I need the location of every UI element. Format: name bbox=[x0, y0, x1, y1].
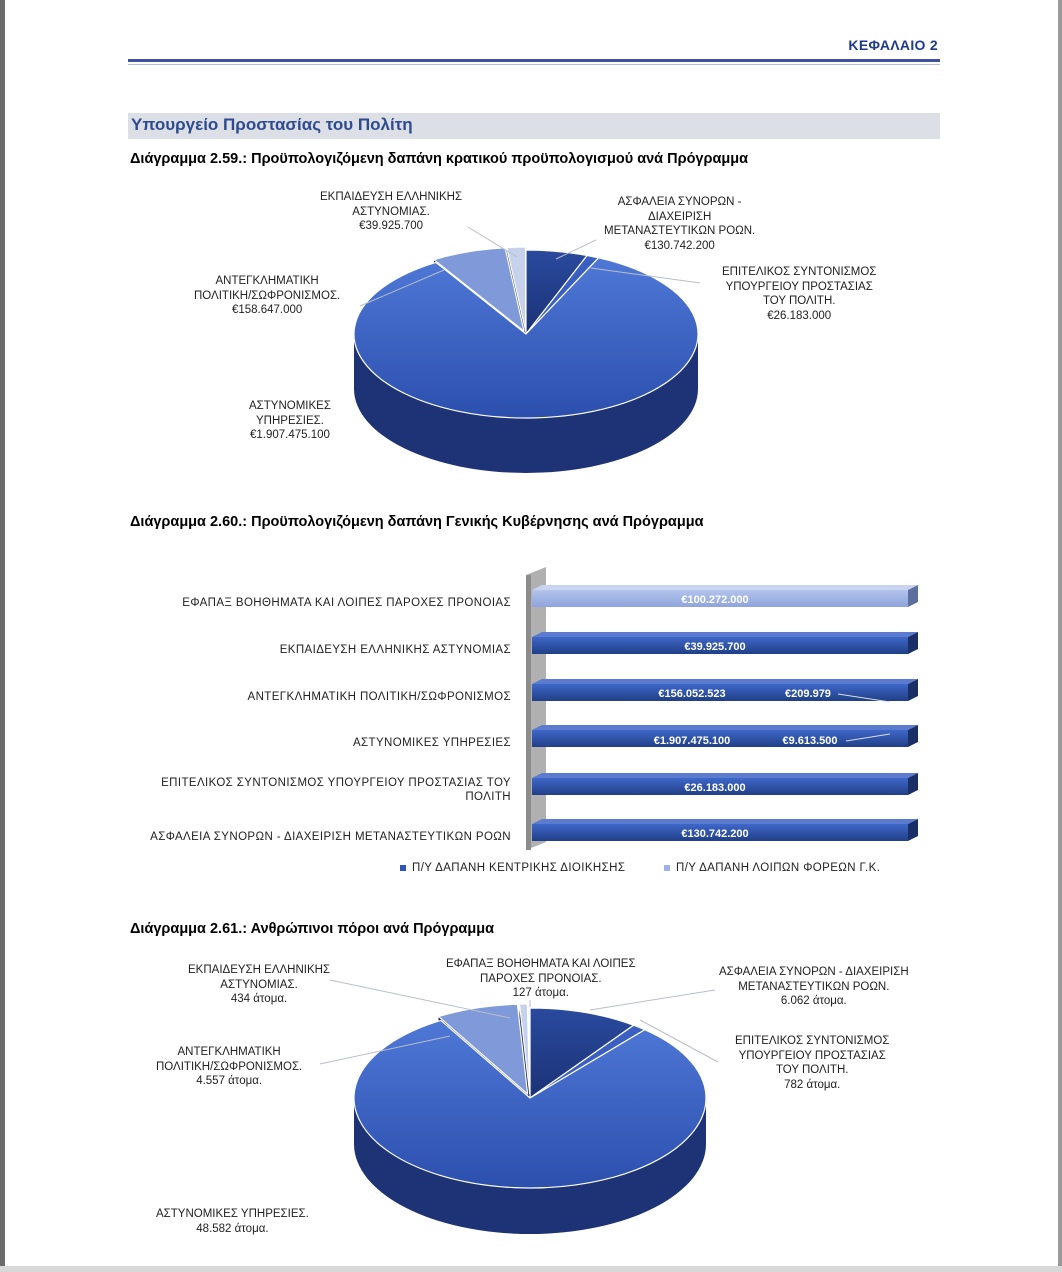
section-title: Υπουργείο Προστασίας του Πολίτη bbox=[131, 115, 413, 134]
caption-2-61: Διάγραμμα 2.61.: Ανθρώπινοι πόροι ανά Πρόγραμμα bbox=[130, 921, 494, 937]
legend-other: Π/Υ ΔΑΠΑΝΗ ΛΟΙΠΩΝ ΦΟΡΕΩΝ Γ.Κ. bbox=[664, 862, 880, 874]
bar-category-label: ΕΚΠΑΙΔΕΥΣΗ ΕΛΛΗΝΙΚΗΣ ΑΣΤΥΝΟΜΙΑΣ bbox=[279, 644, 511, 656]
pie1-label-coord: ΕΠΙΤΕΛΙΚΟΣ ΣΥΝΤΟΝΙΣΜΟΣ ΥΠΟΥΡΓΕΙΟΥ ΠΡΟΣΤΑΣΙΑΣ ΤΟΥ ΠΟΛΙΤΗ. €26.183.000 bbox=[722, 266, 877, 322]
bar-category-label: ΕΦΑΠΑΞ ΒΟΗΘΗΜΑΤΑ ΚΑΙ ΛΟΙΠΕΣ ΠΑΡΟΧΕΣ ΠΡΟΝΟΙΑΣ bbox=[182, 597, 511, 609]
caption-2-60: Διάγραμμα 2.60.: Προϋπολογιζόμενη δαπάνη Γενικής Κυβέρνησης ανά Πρόγραμμα bbox=[130, 514, 704, 530]
pie2-label-coord: ΕΠΙΤΕΛΙΚΟΣ ΣΥΝΤΟΝΙΣΜΟΣ ΥΠΟΥΡΓΕΙΟΥ ΠΡΟΣΤΑΣΙΑΣ ΤΟΥ ΠΟΛΙΤΗ. 782 άτομα. bbox=[735, 1035, 890, 1091]
pie1-label-edu: ΕΚΠΑΙΔΕΥΣΗ ΕΛΛΗΝΙΚΗΣ ΑΣΤΥΝΟΜΙΑΣ. €39.925.700 bbox=[320, 191, 463, 232]
pie1-label-police: ΑΣΤΥΝΟΜΙΚΕΣ ΥΠΗΡΕΣΙΕΣ. €1.907.475.100 bbox=[249, 400, 331, 441]
pie2-label-anti: ΑΝΤΕΓΚΛΗΜΑΤΙΚΗ ΠΟΛΙΤΙΚΗ/ΣΩΦΡΟΝΙΣΜΟΣ. 4.557 άτομα. bbox=[156, 1046, 303, 1087]
bar-value-label: €130.742.200 bbox=[681, 828, 749, 840]
bar-category-label: ΑΣΦΑΛΕΙΑ ΣΥΝΟΡΩΝ - ΔΙΑΧΕΙΡΙΣΗ ΜΕΤΑΝΑΣΤΕΥΤΙΚΩΝ ΡΟΩΝ bbox=[150, 831, 511, 843]
pie2-label-edu: ΕΚΠΑΙΔΕΥΣΗ ΕΛΛΗΝΙΚΗΣ ΑΣΤΥΝΟΜΙΑΣ. 434 άτομα. bbox=[188, 964, 331, 1005]
bar-value-label: €39.925.700 bbox=[684, 641, 746, 653]
caption-2-59: Διάγραμμα 2.59.: Προϋπολογιζόμενη δαπάνη κρατικού προϋπολογισμού ανά Πρόγραμμα bbox=[130, 151, 749, 167]
bar-value-label: €9.613.500 bbox=[782, 735, 838, 747]
pie1-label-border: ΑΣΦΑΛΕΙΑ ΣΥΝΟΡΩΝ - ΔΙΑΧΕΙΡΙΣΗ ΜΕΤΑΝΑΣΤΕΥΤΙΚΩΝ ΡΟΩΝ. €130.742.200 bbox=[604, 196, 756, 252]
bar-category-label: ΕΠΙΤΕΛΙΚΟΣ ΣΥΝΤΟΝΙΣΜΟΣ ΥΠΟΥΡΓΕΙΟΥ ΠΡΟΣΤΑΣΙΑΣ ΤΟΥ ΠΟΛΙΤΗ bbox=[161, 777, 511, 803]
bar-value-label: €100.272.000 bbox=[681, 594, 749, 606]
bar-category-label: ΑΣΤΥΝΟΜΙΚΕΣ ΥΠΗΡΕΣΙΕΣ bbox=[352, 737, 511, 749]
bar-category-label: ΑΝΤΕΓΚΛΗΜΑΤΙΚΗ ΠΟΛΙΤΙΚΗ/ΣΩΦΡΟΝΙΣΜΟΣ bbox=[247, 691, 511, 703]
bar-value-label: €26.183.000 bbox=[684, 782, 746, 794]
pie2-label-border: ΑΣΦΑΛΕΙΑ ΣΥΝΟΡΩΝ - ΔΙΑΧΕΙΡΙΣΗ ΜΕΤΑΝΑΣΤΕΥΤΙΚΩΝ ΡΟΩΝ. 6.062 άτομα. bbox=[719, 966, 909, 1007]
bar-value-label: €156.052.523 bbox=[658, 688, 726, 700]
pie2-label-welfare: ΕΦΑΠΑΞ ΒΟΗΘΗΜΑΤΑ ΚΑΙ ΛΟΙΠΕΣ ΠΑΡΟΧΕΣ ΠΡΟΝΟΙΑΣ. 127 άτομα. bbox=[446, 958, 636, 999]
bar-value-label: €1.907.475.100 bbox=[653, 735, 731, 747]
bar-value-label: €209.979 bbox=[785, 688, 831, 700]
chapter-header: ΚΕΦΑΛΑΙΟ 2 bbox=[848, 37, 938, 53]
pie1-label-anti: ΑΝΤΕΓΚΛΗΜΑΤΙΚΗ ΠΟΛΙΤΙΚΗ/ΣΩΦΡΟΝΙΣΜΟΣ. €158.647.000 bbox=[194, 275, 341, 316]
pie2-label-police: ΑΣΤΥΝΟΜΙΚΕΣ ΥΠΗΡΕΣΙΕΣ. 48.582 άτομα. bbox=[156, 1208, 309, 1235]
legend-central: Π/Υ ΔΑΠΑΝΗ ΚΕΝΤΡΙΚΗΣ ΔΙΟΙΚΗΣΗΣ bbox=[400, 862, 625, 874]
